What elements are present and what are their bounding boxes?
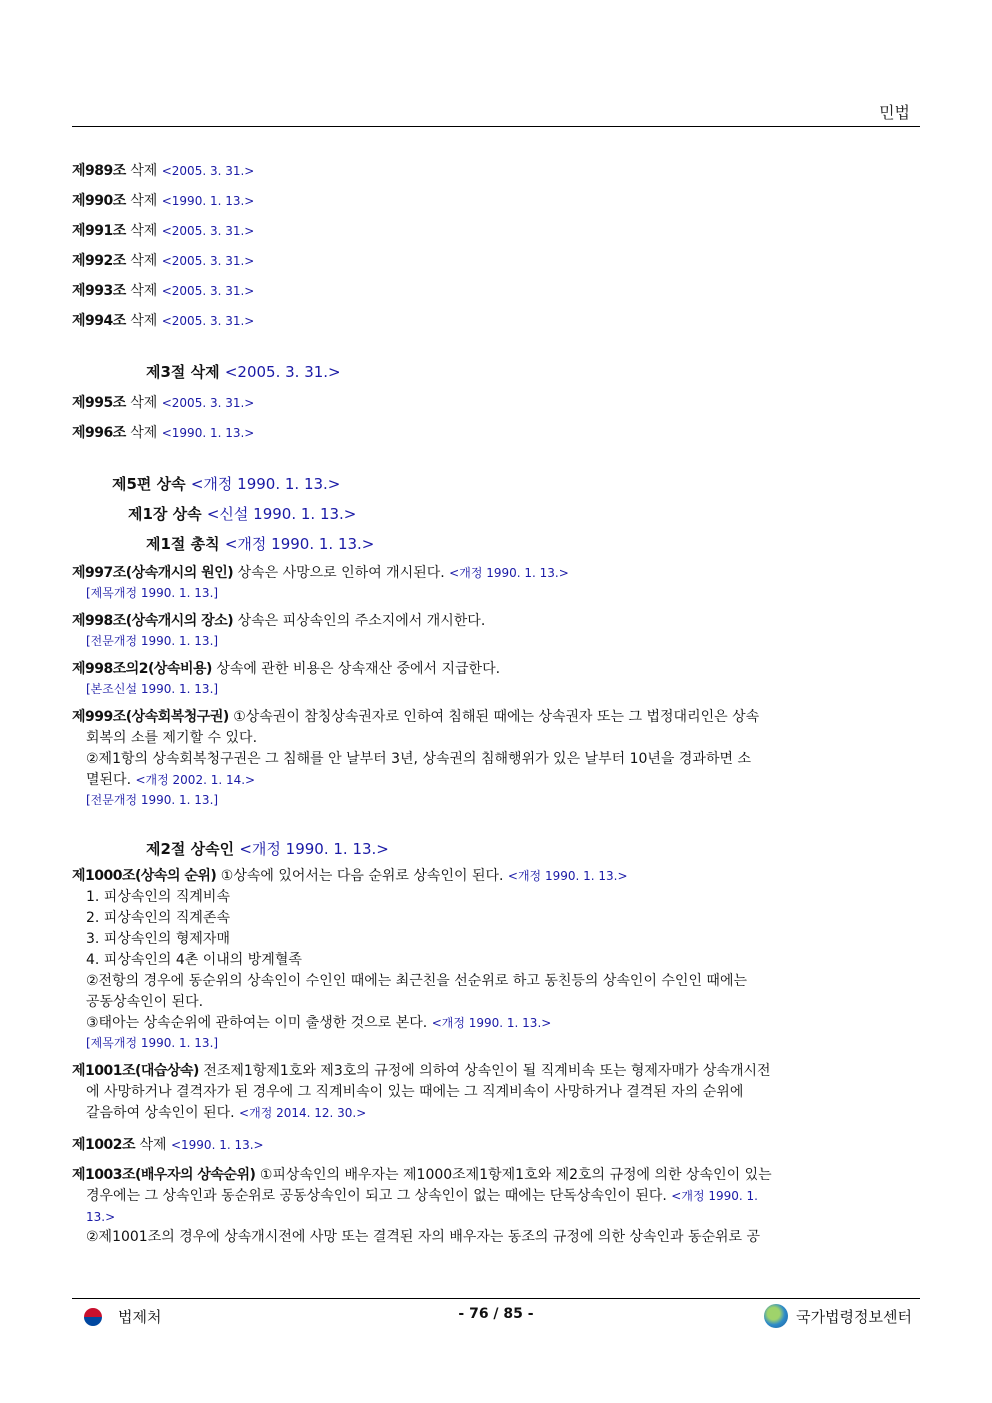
article-1002: 제1002조 삭제 <1990. 1. 13.>: [72, 1137, 264, 1153]
article-997: 제997조(상속개시의 원인) 상속은 사망으로 인하여 개시된다. <개정 1990. 1. 13.> [제목개정 1990. 1. 13.]: [72, 565, 569, 600]
chapter-1-heading: 제1장 상속 <신설 1990. 1. 13.>: [128, 505, 357, 523]
header-title: 민법: [879, 103, 910, 122]
footer-org: 법제처: [84, 1306, 161, 1327]
article-990: 제990조 삭제 <1990. 1. 13.>: [72, 193, 255, 209]
article-998: 제998조(상속개시의 장소) 상속은 피상속인의 주소지에서 개시한다. [전문개정 1990. 1. 13.]: [72, 613, 486, 648]
article-999: 제999조(상속회복청구권) ①상속권이 참칭상속권자로 인하여 침해된 때에는 상속권자 또는 그 법정대리인은 상속 회복의 소를 제기할 수 있다. ②제1항의 상속회복청구권은 그 침해를 안 날부터 3년, 상속권의 침해행위가 있은 날부터 10년을 경과하면 소 멸된다. <개정 2002. 1. 14.> [전문개정 1990. 1. 13.]: [72, 709, 760, 807]
article-1001: 제1001조(대습상속) 전조제1항제1호와 제3호의 규정에 의하여 상속인이 될 직계비속 또는 형제자매가 상속개시전 에 사망하거나 결격자가 된 경우에 그 직계비속이 있는 때에는 그 직계비속이 사망하거나 결격된 자의 순위에 갈음하여 상속인이 된다. <개정 2014. 12. 30.>: [72, 1063, 771, 1121]
globe-logo-icon: [764, 1304, 788, 1328]
article-1000: 제1000조(상속의 순위) ①상속에 있어서는 다음 순위로 상속인이 된다. <개정 1990. 1. 13.> 1. 피상속인의 직계비속 2. 피상속인의 직계존속 3. 피상속인의 형제자매 4. 피상속인의 4촌 이내의 방계혈족 ②전항의 경우에 동순위의 상속인이 수인인 때에는 최근친을 선순위로 하고 동친등의 상속인이 수인인 때에는 공동상속인이 된다. ③태아는 상속순위에 관하여는 이미 출생한 것으로 본다. <개정 1990. 1. 13.> [제목개정 1990. 1. 13.]: [72, 865, 920, 1052]
article-992: 제992조 삭제 <2005. 3. 31.>: [72, 253, 255, 269]
list-item: 1. 피상속인의 직계비속: [86, 889, 230, 905]
article-998-2: 제998조의2(상속비용) 상속에 관한 비용은 상속재산 중에서 지급한다. [본조신설 1990. 1. 13.]: [72, 661, 501, 696]
section-1-heading: 제1절 총칙 <개정 1990. 1. 13.>: [146, 535, 375, 553]
footer-rule: [72, 1298, 920, 1299]
page-number: - 76 / 85 -: [458, 1306, 534, 1322]
list-item: 4. 피상속인의 4촌 이내의 방계혈족: [86, 952, 302, 968]
article-989: 제989조 삭제 <2005. 3. 31.>: [72, 163, 255, 179]
list-item: 3. 피상속인의 형제자매: [86, 931, 230, 947]
footer-center-name: 국가법령정보센터: [764, 1304, 912, 1328]
header-rule: [72, 126, 920, 127]
section-3-heading: 제3절 삭제 <2005. 3. 31.>: [146, 363, 341, 381]
article-991: 제991조 삭제 <2005. 3. 31.>: [72, 223, 255, 239]
article-995: 제995조 삭제 <2005. 3. 31.>: [72, 395, 255, 411]
article-1003: 제1003조(배우자의 상속순위) ①피상속인의 배우자는 제1000조제1항제1호와 제2호의 규정에 의한 상속인이 있는 경우에는 그 상속인과 동순위로 공동상속인이 되고 그 상속인이 없는 때에는 단독상속인이 된다. <개정 1990. 1. 13.> ②제1001조의 경우에 상속개시전에 사망 또는 결격된 자의 배우자는 동조의 규정에 의한 상속인과 동순위로 공: [72, 1167, 772, 1245]
article-994: 제994조 삭제 <2005. 3. 31.>: [72, 313, 255, 329]
list-item: 2. 피상속인의 직계존속: [86, 910, 230, 926]
document-body: [72, 160, 920, 1248]
article-996: 제996조 삭제 <1990. 1. 13.>: [72, 425, 255, 441]
book-5-heading: 제5편 상속 <개정 1990. 1. 13.>: [112, 475, 341, 493]
article-993: 제993조 삭제 <2005. 3. 31.>: [72, 283, 255, 299]
section-2-heading: 제2절 상속인 <개정 1990. 1. 13.>: [146, 840, 389, 858]
